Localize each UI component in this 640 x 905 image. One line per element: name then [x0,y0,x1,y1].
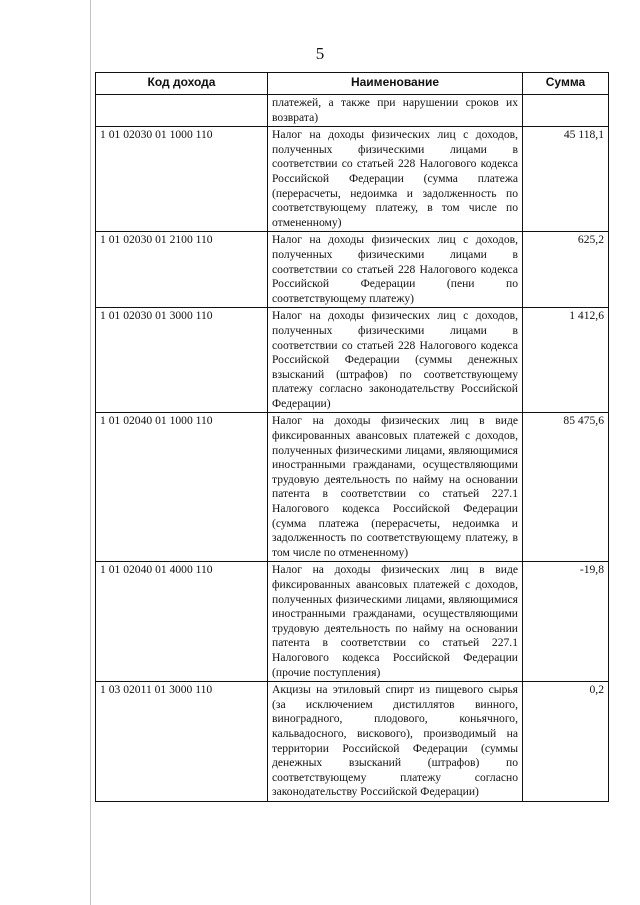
row-code: 1 03 02011 01 3000 110 [96,682,268,802]
row-code: 1 01 02030 01 1000 110 [96,127,268,232]
table-row [96,95,609,127]
table-row [96,413,609,562]
row-name: платежей, а также при нарушении сроков их возврата) [268,95,523,127]
row-code: 1 01 02030 01 3000 110 [96,308,268,413]
row-name: Налог на доходы физических лиц в виде фиксированных авансовых платежей с доходов, полученных физическими лицами, являющимися иностранными гражданами, осуществляющими трудовую деятельность по найму на основании патента в соответствии со статьей 227.1 Налогового кодекса Российской Федерации (прочие поступления) [268,562,523,682]
row-code [96,95,268,127]
page-number: 5 [315,44,325,63]
row-name: Налог на доходы физических лиц с доходов, полученных физическими лицами в соответствии со статьей 228 Налогового кодекса Российской Федерации (сумма платежа (перерасчеты, недоимка и задолженность по соответствующему платежу, в том числе по отмененному) [268,127,523,232]
table-row [96,232,609,308]
header-name: Наименование [268,73,523,95]
scan-margin-line [90,0,91,905]
row-name: Налог на доходы физических лиц с доходов, полученных физическими лицами в соответствии со статьей 228 Налогового кодекса Российской Федерации (суммы денежных взысканий (штрафов) по соответствующему платежу согласно законодательству Российской Федерации) [268,308,523,413]
table-row [96,308,609,413]
table-row [96,682,609,802]
row-sum: 45 118,1 [523,127,609,232]
table-row [96,562,609,682]
row-name: Налог на доходы физических лиц с доходов, полученных физическими лицами в соответствии со статьей 228 Налогового кодекса Российской Федерации (пени по соответствующему платежу) [268,232,523,308]
row-code: 1 01 02040 01 4000 110 [96,562,268,682]
row-sum: 1 412,6 [523,308,609,413]
row-sum: 85 475,6 [523,413,609,562]
table-header-row [96,73,609,95]
row-sum [523,95,609,127]
row-sum: -19,8 [523,562,609,682]
row-name: Акцизы на этиловый спирт из пищевого сырья (за исключением дистиллятов винного, виноградного, плодового, коньячного, кальвадосного, вискового), производимый на территории Российской Федерации (суммы денежных взысканий (штрафов) по соответствующему платежу согласно законодательству Российской Федерации) [268,682,523,802]
row-sum: 0,2 [523,682,609,802]
row-code: 1 01 02040 01 1000 110 [96,413,268,562]
header-code: Код дохода [96,73,268,95]
row-code: 1 01 02030 01 2100 110 [96,232,268,308]
revenue-table [95,72,609,802]
table-row [96,127,609,232]
row-sum: 625,2 [523,232,609,308]
header-sum: Сумма [523,73,609,95]
row-name: Налог на доходы физических лиц в виде фиксированных авансовых платежей с доходов, полученных физическими лицами, являющимися иностранными гражданами, осуществляющими трудовую деятельность по найму на основании патента в соответствии со статьей 227.1 Налогового кодекса Российской Федерации (сумма платежа (перерасчеты, недоимка и задолженность по соответствующему платежу, в том числе по отмененному) [268,413,523,562]
